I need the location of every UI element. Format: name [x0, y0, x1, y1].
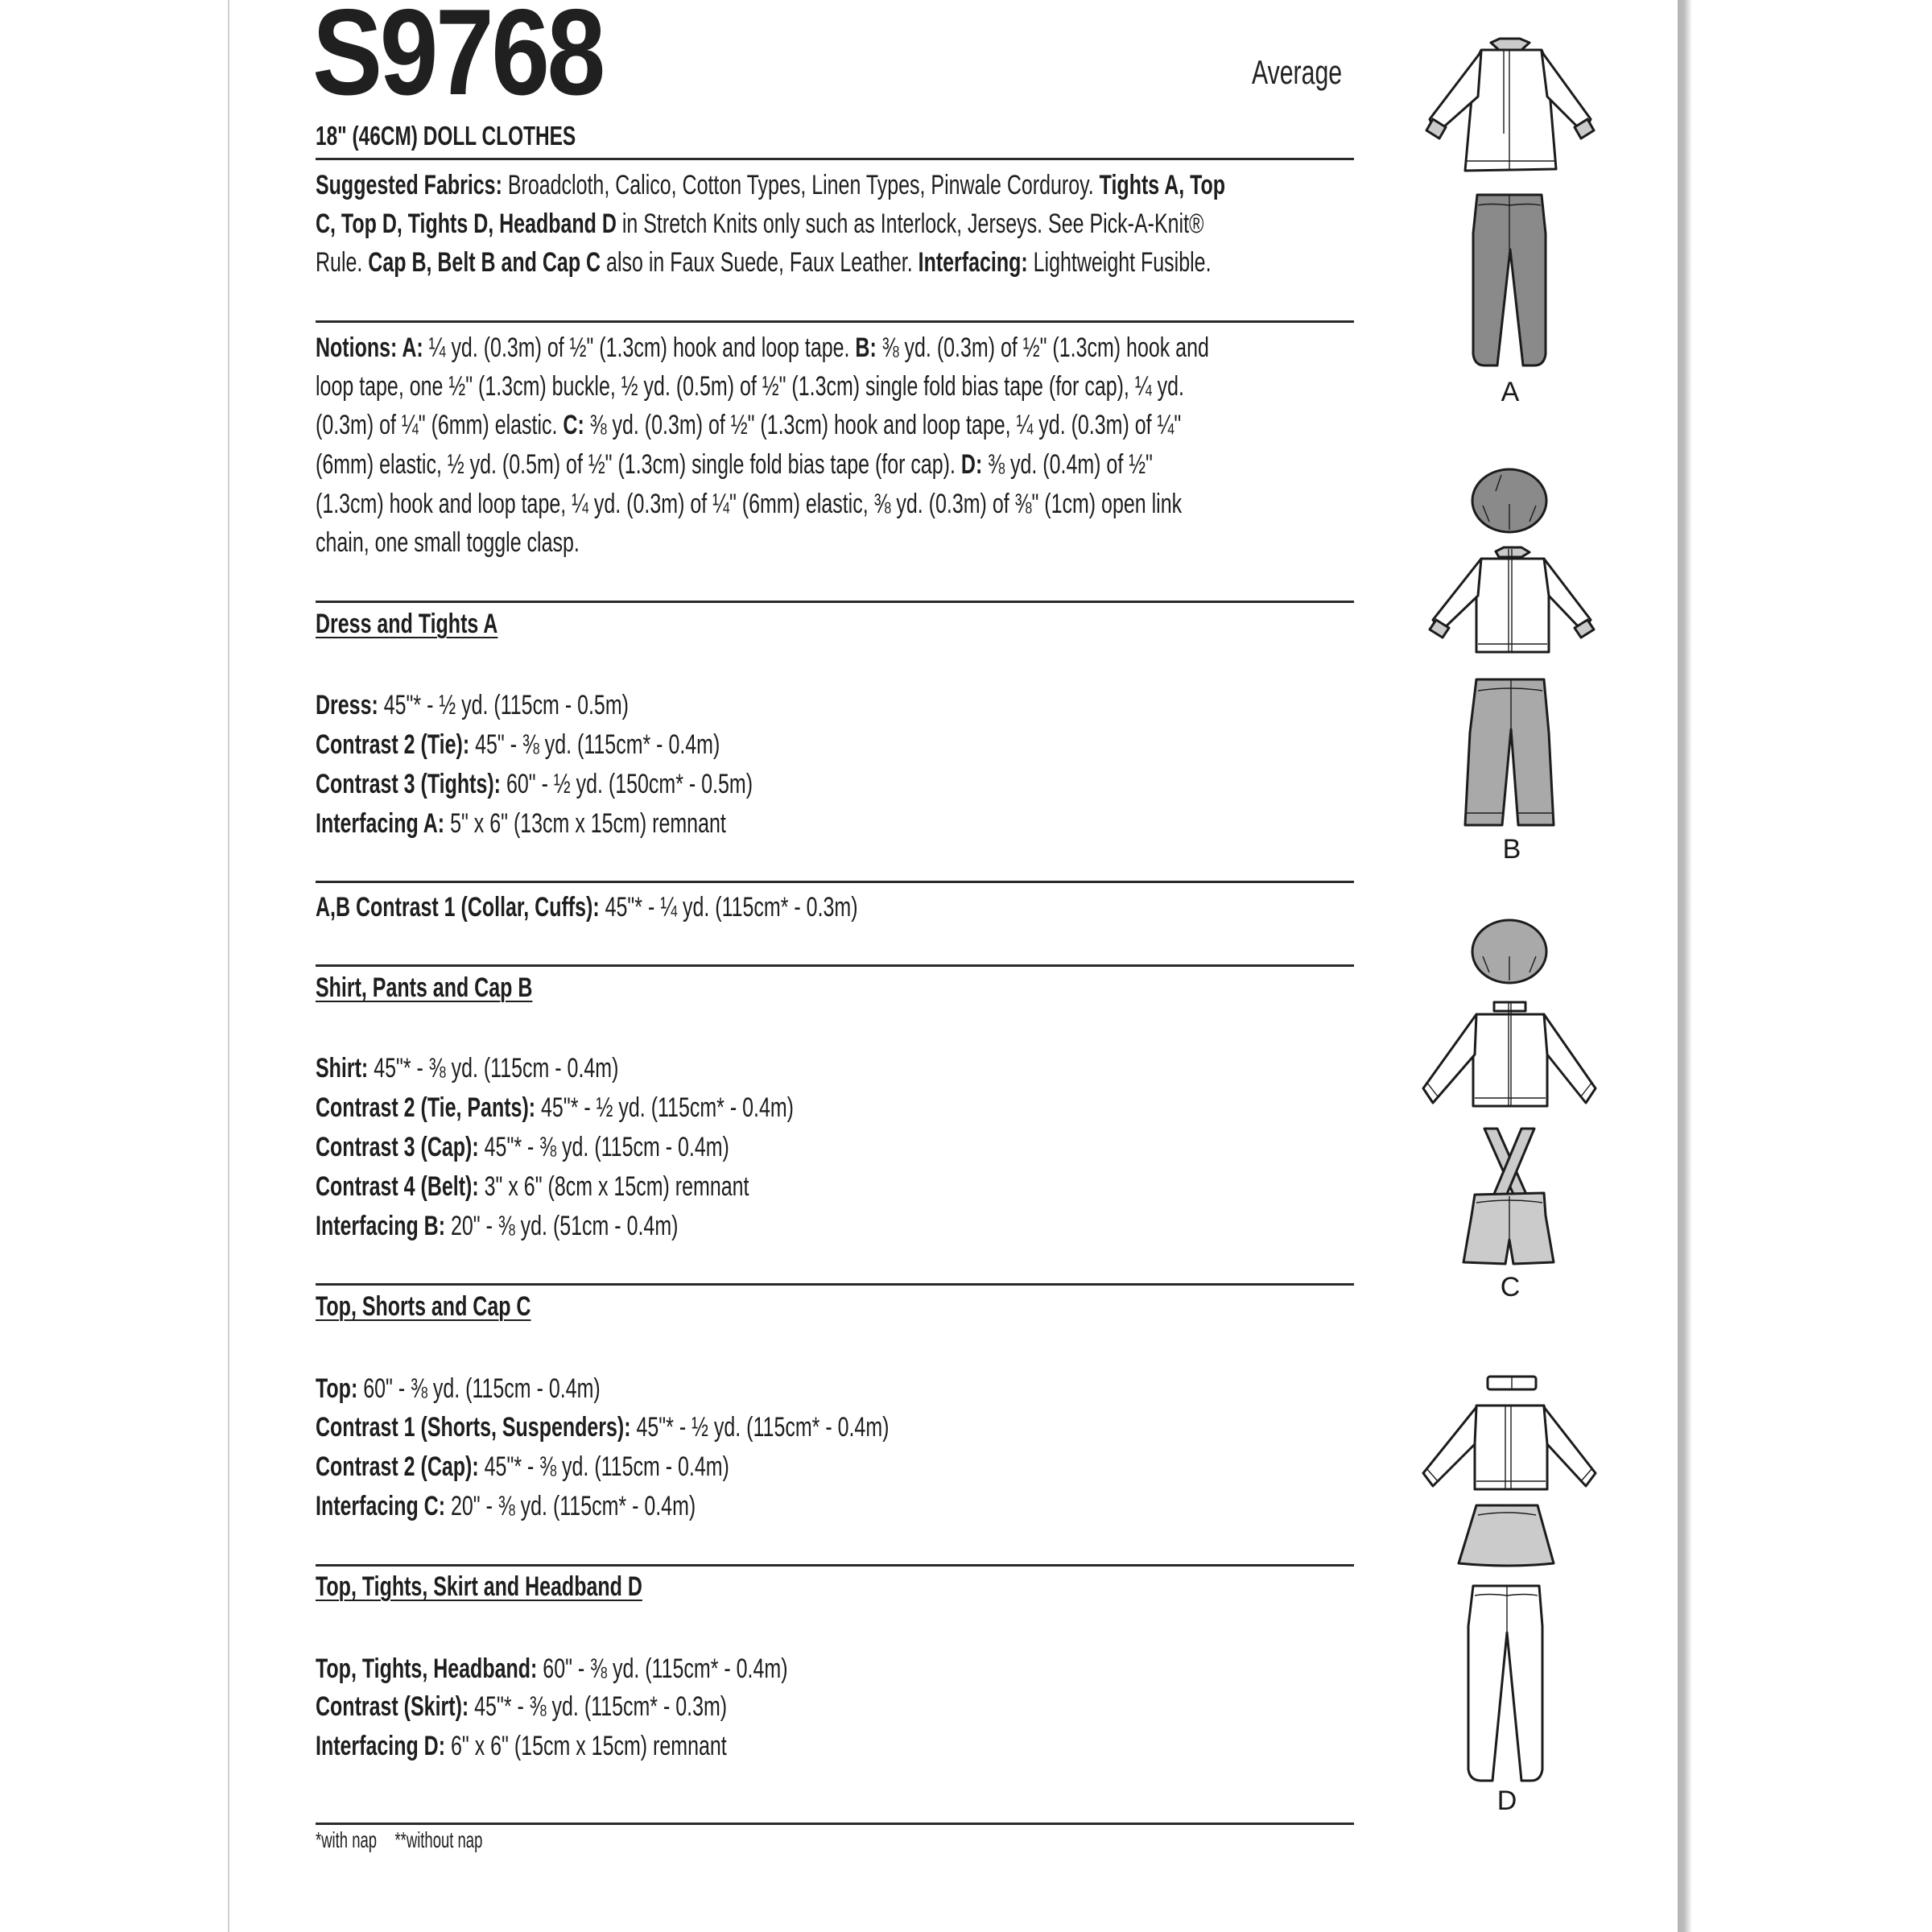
text-run: ⅜ yd. (0.3m) of ½" (1.3cm) hook and loop tape, ¼ yd. (0.3m) of ¼" — [584, 410, 1182, 440]
yardage-row — [316, 725, 720, 765]
text-run: (0.3m) of ¼" (6mm) elastic. — [316, 410, 564, 440]
text-run: (6mm) elastic, ½ yd. (0.5m) of ½" (1.3cm) single fold bias tape (for cap). — [316, 449, 961, 480]
section-heading: Top, Tights, Skirt and Headband D — [316, 1571, 642, 1602]
divider — [316, 158, 1354, 160]
yardage-row — [316, 1447, 729, 1487]
yardage-label: Contrast 3 (Tights): — [316, 769, 502, 799]
view-label: C — [1500, 1272, 1521, 1302]
yardage-label: Interfacing C: — [316, 1491, 446, 1521]
tights-icon — [1401, 16, 1626, 419]
footnotes — [316, 1827, 482, 1853]
yardage-row — [316, 765, 753, 804]
yardage-value: 45"* - ½ yd. (115cm* - 0.4m) — [630, 1412, 890, 1443]
footnote-without-nap: **without nap — [394, 1827, 483, 1852]
yardage-row — [316, 1128, 729, 1167]
bold-term: C: — [563, 410, 584, 440]
yardage-value: 45"* - ½ yd. (115cm - 0.5m) — [378, 690, 629, 720]
view-c-illustration — [1401, 910, 1626, 1312]
text-run: ¼ yd. (0.3m) of ½" (1.3cm) hook and loop tape. — [423, 332, 856, 363]
view-label: A — [1501, 377, 1520, 407]
yardage-value: 5" x 6" (13cm x 15cm) remnant — [444, 808, 726, 839]
fabrics-line — [316, 204, 1203, 244]
pants-icon — [1401, 459, 1626, 877]
divider — [316, 1823, 1354, 1825]
yardage-row — [316, 1408, 889, 1447]
yardage-label: Contrast 3 (Cap): — [316, 1132, 479, 1162]
text-run: also in Faux Suede, Faux Leather. — [601, 247, 919, 278]
yardage-label: Contrast 1 (Shorts, Suspenders): — [316, 1412, 631, 1443]
page-right-shadow — [1678, 0, 1692, 1932]
tights-icon — [1401, 1360, 1626, 1827]
divider — [316, 601, 1354, 603]
yardage-value: 45"* - ½ yd. (115cm* - 0.4m) — [535, 1092, 794, 1123]
bold-term: C, Top D, Tights D, Headband D — [316, 208, 617, 239]
yardage-row — [316, 804, 726, 844]
yardage-label: Interfacing D: — [316, 1731, 446, 1761]
section-heading: Shirt, Pants and Cap B — [316, 972, 533, 1003]
page-left-edge — [228, 0, 229, 1932]
yardage-value: 3" x 6" (8cm x 15cm) remnant — [478, 1171, 749, 1202]
yardage-value: 60" - ⅜ yd. (115cm* - 0.4m) — [537, 1653, 788, 1684]
yardage-row — [316, 1487, 696, 1526]
yardage-label: Contrast 4 (Belt): — [316, 1171, 479, 1202]
notions-line — [316, 523, 580, 563]
yardage-label: Dress: — [316, 690, 378, 720]
yardage-row — [316, 686, 629, 725]
yardage-row — [316, 888, 858, 927]
yardage-value: 45"* - ¼ yd. (115cm* - 0.3m) — [599, 892, 858, 923]
text-run: Rule. — [316, 247, 369, 278]
bold-term: Cap B, Belt B and Cap C — [368, 247, 601, 278]
text-run: Broadcloth, Calico, Cotton Types, Linen Types, Pinwale Corduroy. — [502, 170, 1100, 200]
yardage-label: Interfacing A: — [316, 808, 445, 839]
text-run: loop tape, one ½" (1.3cm) buckle, ½ yd. (0.5m) of ½" (1.3cm) single fold bias tape (for cap), ¼ yd. — [316, 371, 1184, 402]
yardage-value: 45"* - ⅜ yd. (115cm* - 0.3m) — [469, 1691, 728, 1722]
yardage-label: Contrast 2 (Tie, Pants): — [316, 1092, 536, 1123]
divider — [316, 1564, 1354, 1567]
yardage-value: 60" - ½ yd. (150cm* - 0.5m) — [501, 769, 753, 799]
shorts-with-suspenders-icon — [1401, 910, 1626, 1312]
yardage-row — [316, 1088, 794, 1128]
pattern-number: S9768 — [312, 0, 603, 121]
text-run: (1.3cm) hook and loop tape, ¼ yd. (0.3m) of ¼" (6mm) elastic, ⅜ yd. (0.3m) of ⅜" (1cm) open link — [316, 489, 1183, 519]
yardage-value: 45" - ⅜ yd. (115cm* - 0.4m) — [469, 729, 720, 760]
yardage-label: Contrast (Skirt): — [316, 1691, 469, 1722]
fabrics-line — [316, 166, 1225, 205]
section-heading: Top, Shorts and Cap C — [316, 1291, 531, 1322]
bold-term: B: — [855, 332, 877, 363]
yardage-label: Interfacing B: — [316, 1211, 446, 1241]
notions-line — [316, 485, 1182, 524]
notions-line — [316, 367, 1184, 407]
divider — [316, 1283, 1354, 1286]
yardage-value: 60" - ⅜ yd. (115cm - 0.4m) — [357, 1373, 601, 1404]
yardage-row — [316, 1207, 678, 1246]
text-run: chain, one small toggle clasp. — [316, 527, 580, 558]
text-run: ⅜ yd. (0.3m) of ½" (1.3cm) hook and — [876, 332, 1209, 363]
yardage-row — [316, 1369, 601, 1409]
view-label: D — [1496, 1785, 1517, 1816]
yardage-row — [316, 1049, 618, 1088]
text-run: ⅜ yd. (0.4m) of ½" — [982, 449, 1153, 480]
divider — [316, 964, 1354, 967]
yardage-value: 45"* - ⅜ yd. (115cm - 0.4m) — [478, 1451, 729, 1482]
yardage-label: Shirt: — [316, 1053, 369, 1084]
yardage-row — [316, 1649, 788, 1689]
yardage-value: 45"* - ⅜ yd. (115cm - 0.4m) — [478, 1132, 729, 1162]
view-label: B — [1502, 834, 1521, 865]
view-d-illustration — [1401, 1360, 1626, 1827]
notions-line — [316, 445, 1153, 485]
yardage-label: Contrast 2 (Tie): — [316, 729, 470, 760]
text-run: in Stretch Knits only such as Interlock, Jerseys. See Pick-A-Knit® — [616, 208, 1204, 239]
notions-line — [316, 328, 1209, 368]
yardage-label: Top: — [316, 1373, 358, 1404]
yardage-value: 6" x 6" (15cm x 15cm) remnant — [445, 1731, 727, 1761]
bold-term: Tights A, Top — [1099, 170, 1226, 200]
bold-term: Suggested Fabrics: — [316, 170, 502, 200]
yardage-label: Contrast 2 (Cap): — [316, 1451, 479, 1482]
yardage-label: A,B Contrast 1 (Collar, Cuffs): — [316, 892, 600, 923]
yardage-row — [316, 1687, 727, 1727]
fabrics-line — [316, 243, 1212, 283]
skill-level: Average — [1252, 53, 1343, 91]
view-a-illustration — [1401, 16, 1626, 419]
bold-term: D: — [960, 449, 983, 480]
yardage-row — [316, 1167, 749, 1207]
divider — [316, 881, 1354, 883]
yardage-row — [316, 1727, 727, 1766]
yardage-label: Top, Tights, Headband: — [316, 1653, 538, 1684]
bold-term: Notions: A: — [316, 332, 423, 363]
divider — [316, 320, 1354, 323]
text-run: Lightweight Fusible. — [1027, 247, 1212, 278]
bold-term: Interfacing: — [918, 247, 1028, 278]
notions-line — [316, 406, 1181, 445]
section-heading: Dress and Tights A — [316, 609, 498, 639]
pattern-subtitle: 18" (46CM) DOLL CLOTHES — [316, 121, 576, 151]
yardage-value: 20" - ⅜ yd. (115cm* - 0.4m) — [445, 1491, 696, 1521]
yardage-value: 20" - ⅜ yd. (51cm - 0.4m) — [445, 1211, 679, 1241]
yardage-value: 45"* - ⅜ yd. (115cm - 0.4m) — [368, 1053, 619, 1084]
footnote-with-nap: *with nap — [316, 1827, 378, 1852]
view-b-illustration — [1401, 459, 1626, 877]
